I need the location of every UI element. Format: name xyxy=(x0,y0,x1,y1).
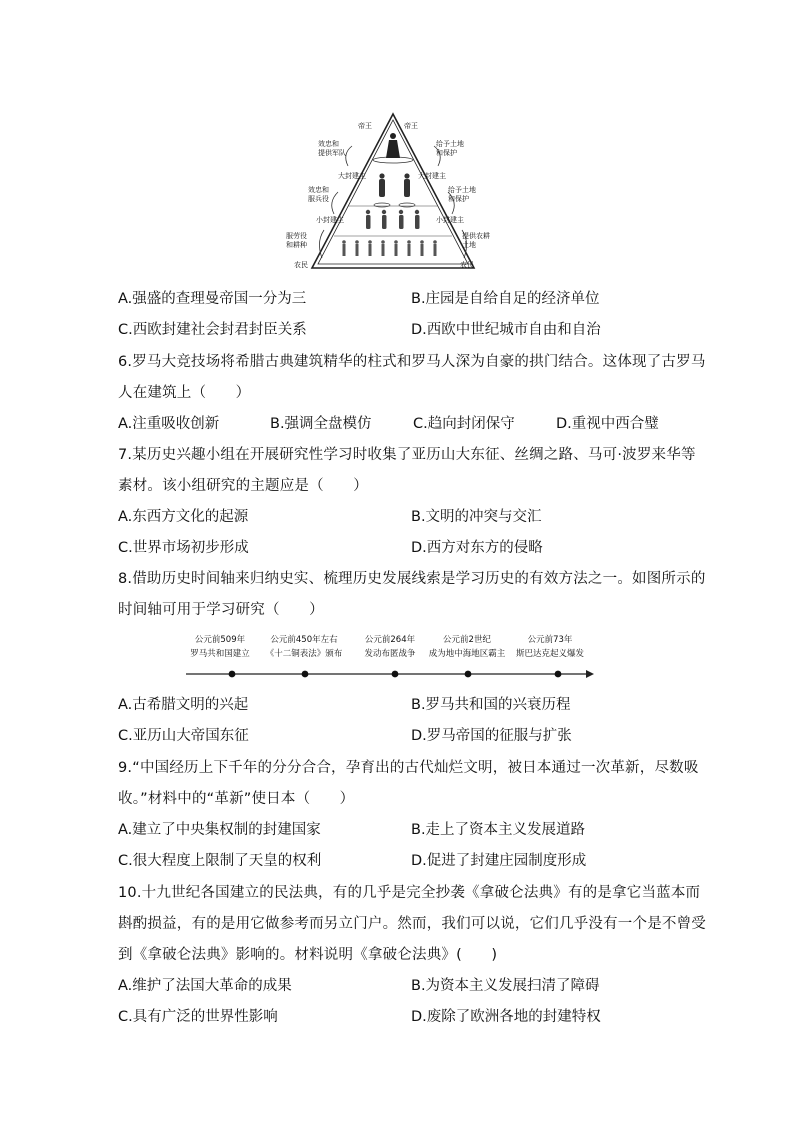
q8-option-b[interactable]: B.罗马共和国的兴衰历程 xyxy=(411,697,571,713)
timeline-date-4: 公元前2世纪 xyxy=(443,635,491,645)
q7-option-c[interactable]: C.世界市场初步形成 xyxy=(118,540,249,556)
pyramid-label-left-4: 小封建主 xyxy=(316,216,344,224)
q5-option-d[interactable]: D.西欧中世纪城市自由和自治 xyxy=(411,322,601,338)
q9-option-b[interactable]: B.走上了资本主义发展道路 xyxy=(411,822,586,838)
pyramid-label-right-1a: 给予土地 xyxy=(436,140,464,148)
pyramid-label-right-5b: 土地 xyxy=(462,241,476,249)
q6-option-b[interactable]: B.强调全盘模仿 xyxy=(270,416,372,432)
timeline-date-1: 公元前509年 xyxy=(194,635,246,645)
roman-timeline xyxy=(180,628,596,684)
pyramid-label-left-2: 大封建主 xyxy=(338,172,366,180)
timeline-dot-1 xyxy=(229,671,236,678)
timeline-date-5: 公元前73年 xyxy=(527,635,573,645)
timeline-dot-4 xyxy=(465,671,472,678)
q7-stem-line-2: 素材。该小组研究的主题应是（ ） xyxy=(118,478,368,494)
q5-option-a[interactable]: A.强盛的查理曼帝国一分为三 xyxy=(118,291,307,307)
timeline-dot-5 xyxy=(555,671,562,678)
q10-stem-line-1: 10.十九世纪各国建立的民法典，有的几乎是完全抄袭《拿破仑法典》有的是拿它当蓝本而 xyxy=(118,885,701,901)
pyramid-label-right-5a: 提供农耕 xyxy=(462,232,490,240)
pyramid-label-left-1a: 效忠和 xyxy=(318,140,339,148)
q9-option-d[interactable]: D.促进了封建庄园制度形成 xyxy=(411,853,587,869)
q8-option-a[interactable]: A.古希腊文明的兴起 xyxy=(118,697,249,713)
timeline-event-2: 《十二铜表法》颁布 xyxy=(265,649,343,659)
pyramid-label-top-right: 帝王 xyxy=(404,122,418,130)
q6-stem-line-1: 6.罗马大竞技场将希腊古典建筑精华的柱式和罗马人深为自豪的拱门结合。这体现了古罗马 xyxy=(118,354,706,370)
pyramid-label-left-5b: 和耕种 xyxy=(286,241,307,249)
q9-option-c[interactable]: C.很大程度上限制了天皇的权利 xyxy=(118,853,322,869)
q6-option-c[interactable]: C.趋向封闭保守 xyxy=(413,416,515,432)
pyramid-label-right-3b: 和保护 xyxy=(448,195,469,203)
q7-option-a[interactable]: A.东西方文化的起源 xyxy=(118,509,249,525)
q8-option-d[interactable]: D.罗马帝国的征服与扩张 xyxy=(411,728,572,744)
pyramid-label-left-3a: 效忠和 xyxy=(308,186,329,194)
q6-stem-line-2: 人在建筑上（ ） xyxy=(118,385,251,401)
timeline-dot-3 xyxy=(392,671,399,678)
timeline-dot-2 xyxy=(302,671,309,678)
q8-stem-line-1: 8.借助历史时间轴来归纳史实、梳理历史发展线索是学习历史的有效方法之一。如图所示的 xyxy=(118,571,706,587)
timeline-event-5: 斯巴达克起义爆发 xyxy=(515,649,585,659)
pyramid-label-left-3b: 服兵役 xyxy=(308,195,329,203)
q10-option-d[interactable]: D.废除了欧洲各地的封建特权 xyxy=(411,1009,601,1025)
king-figure-icon xyxy=(386,133,400,158)
timeline-event-4: 成为地中海地区霸主 xyxy=(428,649,506,659)
q7-stem-line-1: 7.某历史兴趣小组在开展研究性学习时收集了亚历山大东征、丝绸之路、马可·波罗来华等 xyxy=(118,447,696,463)
q6-option-a[interactable]: A.注重吸收创新 xyxy=(118,416,220,432)
pyramid-label-right-1b: 和保护 xyxy=(436,149,457,157)
q8-stem-line-2: 时间轴可用于学习研究（ ） xyxy=(118,602,324,618)
q9-stem-line-2: 收。”材料中的“革新”使日本（ ） xyxy=(118,791,355,807)
q10-stem-line-3: 到《拿破仑法典》影响的。材料说明《拿破仑法典》( ) xyxy=(118,947,498,963)
q9-stem-line-1: 9.“中国经历上下千年的分分合合，孕育出的古代灿烂文明，被日本通过一次革新，尽数吸 xyxy=(118,760,699,776)
q5-option-c[interactable]: C.西欧封建社会封君封臣关系 xyxy=(118,322,307,338)
pyramid-label-right-4: 小封建主 xyxy=(436,216,464,224)
pyramid-label-left-5a: 服劳役 xyxy=(286,232,307,240)
q8-option-c[interactable]: C.亚历山大帝国东征 xyxy=(118,728,249,744)
feudal-pyramid-figure xyxy=(282,110,504,272)
pyramid-label-bottom-right: 农民 xyxy=(460,261,474,269)
q10-stem-line-2: 斟酌损益，有的是用它做参考而另立门户。然而，我们可以说，它们几乎没有一个是不曾受 xyxy=(118,916,706,932)
q5-option-b[interactable]: B.庄园是自给自足的经济单位 xyxy=(411,291,600,307)
pyramid-label-top-left: 帝王 xyxy=(358,122,372,130)
q10-option-a[interactable]: A.维护了法国大革命的成果 xyxy=(118,978,292,994)
q9-option-a[interactable]: A.建立了中央集权制的封建国家 xyxy=(118,822,321,838)
q10-option-c[interactable]: C.具有广泛的世界性影响 xyxy=(118,1009,278,1025)
pyramid-label-bottom-left: 农民 xyxy=(294,261,308,269)
small-lord-figures-icon xyxy=(366,210,420,229)
pyramid-label-left-1b: 提供军队 xyxy=(318,149,346,157)
timeline-event-1: 罗马共和国建立 xyxy=(190,649,250,659)
great-lord-figures-icon xyxy=(379,173,410,197)
pyramid-label-right-2: 大封建主 xyxy=(418,172,446,180)
q10-option-b[interactable]: B.为资本主义发展扫清了障碍 xyxy=(411,978,600,994)
timeline-date-2: 公元前450年左右 xyxy=(270,635,338,645)
timeline-date-3: 公元前264年 xyxy=(364,635,416,645)
peasant-figures-icon xyxy=(342,240,437,256)
timeline-event-3: 发动布匿战争 xyxy=(364,649,416,659)
q7-option-b[interactable]: B.文明的冲突与交汇 xyxy=(411,509,542,525)
pyramid-label-right-3a: 给予土地 xyxy=(448,186,476,194)
q7-option-d[interactable]: D.西方对东方的侵略 xyxy=(411,540,543,556)
q6-option-d[interactable]: D.重视中西合璧 xyxy=(556,416,659,432)
